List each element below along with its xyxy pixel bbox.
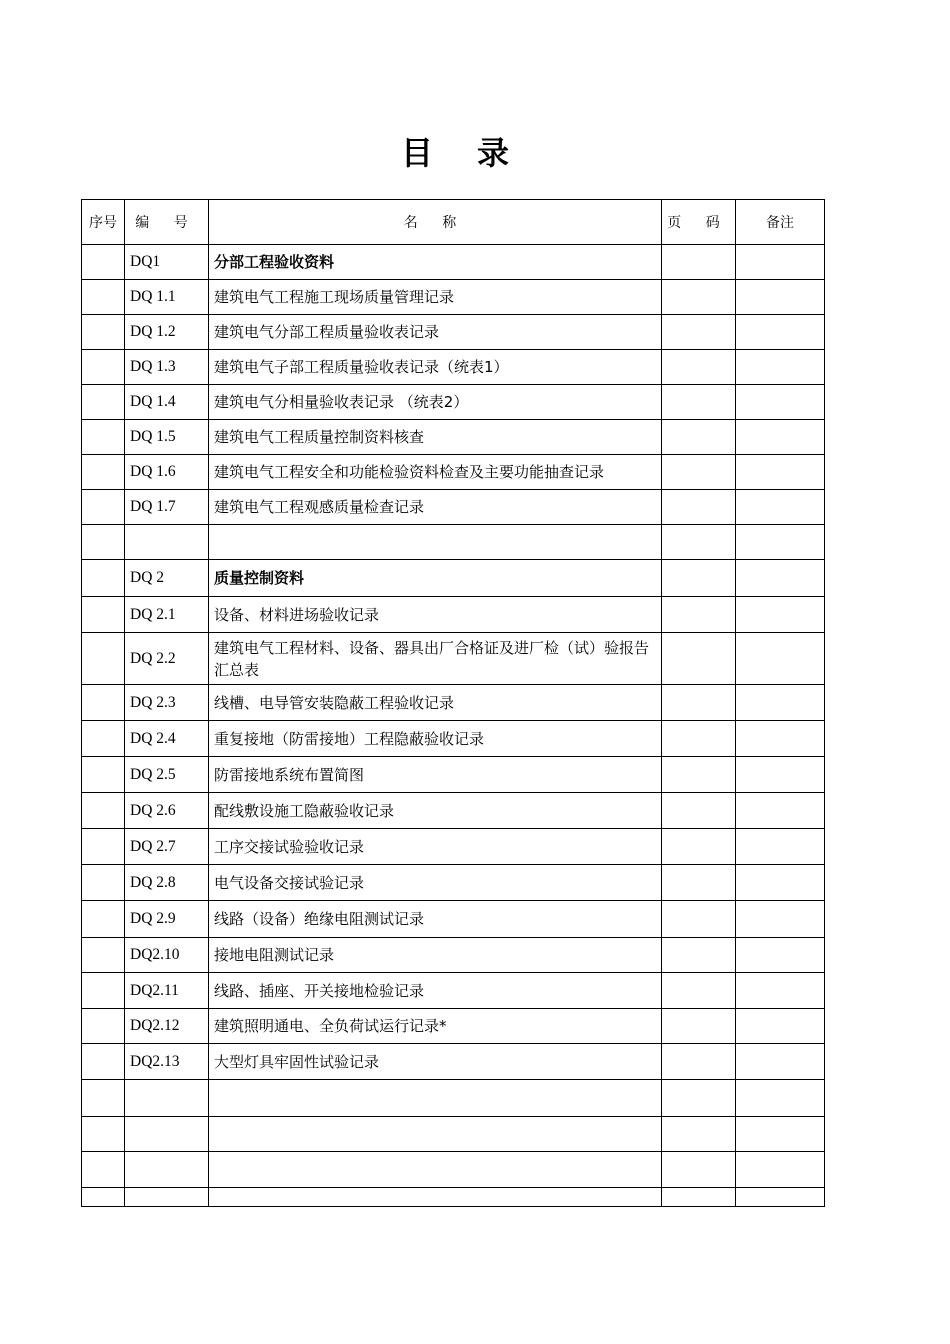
code-cell: DQ2.11 [125,973,209,1009]
title-char-1: 目 [400,134,433,172]
seq-cell [82,901,125,938]
note-cell [736,901,825,938]
table-row [82,385,825,420]
code-cell [125,1188,209,1207]
page-cell [662,1188,736,1207]
table-row [82,597,825,633]
table-row [82,865,825,901]
table-row [82,350,825,385]
code-cell: DQ 2.4 [125,721,209,757]
table-row [82,721,825,757]
note-cell [736,1009,825,1044]
code-cell: DQ 1.3 [125,350,209,385]
note-cell [736,597,825,633]
note-cell [736,455,825,490]
seq-cell [82,793,125,829]
code-cell: DQ 2.5 [125,757,209,793]
name-cell: 大型灯具牢固性试验记录 [209,1044,662,1080]
seq-cell [82,245,125,280]
note-cell [736,865,825,901]
seq-cell [82,757,125,793]
table-row [82,315,825,350]
code-cell: DQ 1.1 [125,280,209,315]
header-note: 备注 [736,200,825,245]
note-cell [736,633,825,685]
name-cell: 建筑电气工程材料、设备、器具出厂合格证及进厂检（试）验报告汇总表 [209,633,662,685]
note-cell [736,721,825,757]
seq-cell [82,685,125,721]
table-row [82,1152,825,1188]
table-row [82,560,825,597]
note-cell [736,1152,825,1188]
note-cell [736,245,825,280]
seq-cell [82,1044,125,1080]
seq-cell [82,525,125,560]
toc-table [81,199,825,1207]
table-row [82,793,825,829]
page-cell [662,685,736,721]
name-cell: 电气设备交接试验记录 [209,865,662,901]
table-row [82,1009,825,1044]
table-row [82,633,825,685]
name-cell: 重复接地（防雷接地）工程隐蔽验收记录 [209,721,662,757]
code-cell [125,1152,209,1188]
header-seq: 序号 [82,200,125,245]
page-cell [662,280,736,315]
page-cell [662,938,736,973]
note-cell [736,1188,825,1207]
page-cell [662,385,736,420]
code-cell: DQ 1.7 [125,490,209,525]
code-cell: DQ 1.5 [125,420,209,455]
code-cell: DQ 2.9 [125,901,209,938]
seq-cell [82,1188,125,1207]
code-cell: DQ1 [125,245,209,280]
table-row [82,1080,825,1117]
page-cell [662,245,736,280]
name-cell: 建筑电气工程施工现场质量管理记录 [209,280,662,315]
table-row [82,455,825,490]
code-cell: DQ 1.4 [125,385,209,420]
page-cell [662,1009,736,1044]
page-cell [662,560,736,597]
page-cell [662,1117,736,1152]
note-cell [736,385,825,420]
seq-cell [82,597,125,633]
seq-cell [82,420,125,455]
seq-cell [82,973,125,1009]
name-cell: 建筑电气工程质量控制资料核查 [209,420,662,455]
page-cell [662,721,736,757]
seq-cell [82,455,125,490]
name-cell: 配线敷设施工隐蔽验收记录 [209,793,662,829]
name-cell: 设备、材料进场验收记录 [209,597,662,633]
header-code [125,200,209,245]
page-cell [662,973,736,1009]
page-cell [662,757,736,793]
note-cell [736,525,825,560]
name-cell: 建筑电气分相量验收表记录 （统表2） [209,385,662,420]
note-cell [736,315,825,350]
note-cell [736,1117,825,1152]
code-cell [125,1117,209,1152]
seq-cell [82,560,125,597]
table-row [82,490,825,525]
page-cell [662,420,736,455]
page-cell [662,793,736,829]
name-cell: 线路（设备）绝缘电阻测试记录 [209,901,662,938]
header-row [82,200,825,245]
code-cell: DQ 2.2 [125,633,209,685]
seq-cell [82,350,125,385]
table-row [82,757,825,793]
table-row [82,1044,825,1080]
note-cell [736,560,825,597]
name-cell: 线槽、电导管安装隐蔽工程验收记录 [209,685,662,721]
seq-cell [82,865,125,901]
table-row [82,938,825,973]
seq-cell [82,1080,125,1117]
code-cell [125,1080,209,1117]
header-page [662,200,736,245]
seq-cell [82,1117,125,1152]
name-cell [209,1188,662,1207]
seq-cell [82,1009,125,1044]
table-row [82,280,825,315]
note-cell [736,685,825,721]
note-cell [736,793,825,829]
page-cell [662,829,736,865]
table-row [82,1117,825,1152]
header-name-label: 名 称 [403,215,467,231]
document-title [0,128,910,174]
page-cell [662,490,736,525]
code-cell: DQ2.13 [125,1044,209,1080]
code-cell: DQ2.12 [125,1009,209,1044]
name-cell: 建筑电气工程观感质量检查记录 [209,490,662,525]
code-cell: DQ 2.7 [125,829,209,865]
toc-body [82,245,825,1207]
note-cell [736,350,825,385]
name-cell [209,1117,662,1152]
code-cell: DQ 2.8 [125,865,209,901]
seq-cell [82,829,125,865]
table-row [82,685,825,721]
table-row [82,973,825,1009]
table-row [82,420,825,455]
page-cell [662,350,736,385]
code-cell [125,525,209,560]
code-cell: DQ 2.3 [125,685,209,721]
note-cell [736,829,825,865]
seq-cell [82,938,125,973]
name-cell: 建筑电气工程安全和功能检验资料检查及主要功能抽查记录 [209,455,662,490]
note-cell [736,973,825,1009]
name-cell: 防雷接地系统布置简图 [209,757,662,793]
page-cell [662,597,736,633]
note-cell [736,1044,825,1080]
table-row [82,245,825,280]
seq-cell [82,490,125,525]
page-cell [662,1080,736,1117]
page-cell [662,525,736,560]
page-cell [662,901,736,938]
code-cell: DQ 2.6 [125,793,209,829]
seq-cell [82,721,125,757]
seq-cell [82,1152,125,1188]
page-cell [662,1152,736,1188]
seq-cell [82,385,125,420]
code-cell: DQ 1.2 [125,315,209,350]
name-cell: 线路、插座、开关接地检验记录 [209,973,662,1009]
header-name [209,200,662,245]
note-cell [736,757,825,793]
name-cell: 分部工程验收资料 [209,245,662,280]
name-cell [209,1152,662,1188]
name-cell: 建筑照明通电、全负荷试运行记录* [209,1009,662,1044]
name-cell: 建筑电气分部工程质量验收表记录 [209,315,662,350]
name-cell: 接地电阻测试记录 [209,938,662,973]
code-cell: DQ2.10 [125,938,209,973]
name-cell: 质量控制资料 [209,560,662,597]
table-row [82,901,825,938]
name-cell: 工序交接试验验收记录 [209,829,662,865]
note-cell [736,938,825,973]
page-cell [662,865,736,901]
header-page-label: 页 码 [667,215,730,231]
code-cell: DQ 2 [125,560,209,597]
page-cell [662,1044,736,1080]
title-char-2: 录 [477,134,510,172]
code-cell: DQ 1.6 [125,455,209,490]
name-cell: 建筑电气子部工程质量验收表记录（统表1） [209,350,662,385]
note-cell [736,1080,825,1117]
table-row [82,1188,825,1207]
seq-cell [82,315,125,350]
note-cell [736,490,825,525]
seq-cell [82,633,125,685]
name-cell [209,525,662,560]
name-cell [209,1080,662,1117]
page-cell [662,633,736,685]
page-cell [662,455,736,490]
seq-cell [82,280,125,315]
header-code-label: 编 号 [135,215,198,231]
table-row [82,525,825,560]
note-cell [736,280,825,315]
code-cell: DQ 2.1 [125,597,209,633]
page-cell [662,315,736,350]
note-cell [736,420,825,455]
table-row [82,829,825,865]
